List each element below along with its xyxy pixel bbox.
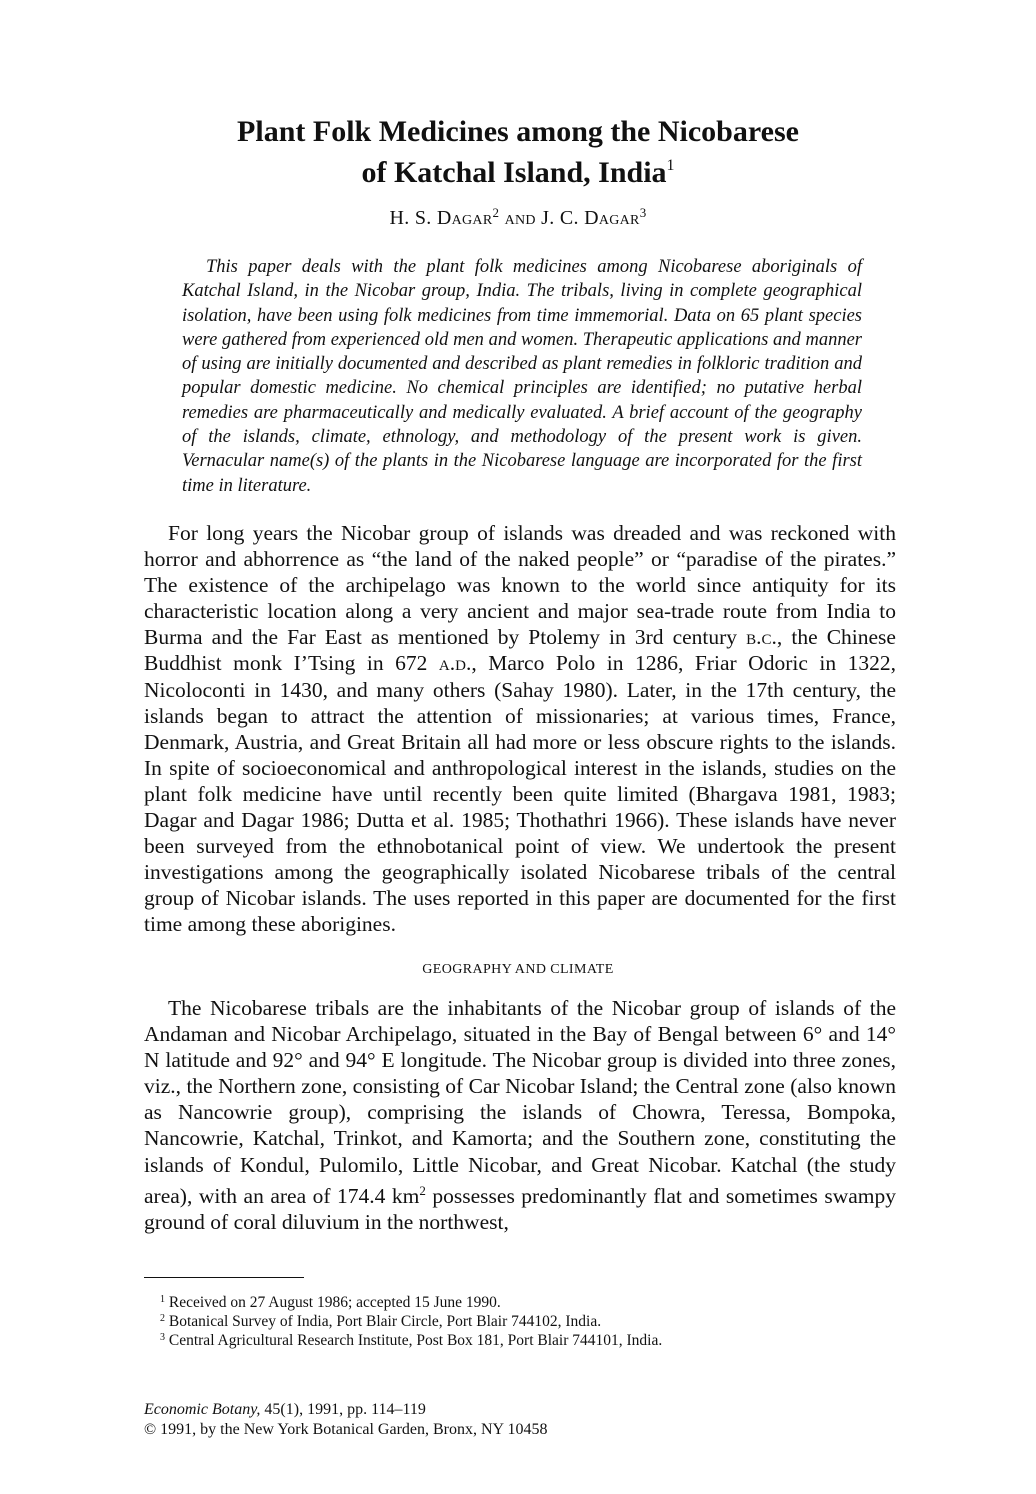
author-2-initials: J. C. [541, 207, 585, 229]
footnote-3-marker: 3 [160, 1332, 165, 1343]
citation-details: 45(1), 1991, pp. 114–119 [260, 1401, 426, 1418]
geo-text-1: The Nicobarese tribals are the inhabitants of the Nicobar group of islands of the Andaman and Nicobar Archipelago, situated in the Bay of Bengal between 6° and 14° N latitude and 92° and 94° E longitude. The Nicobar group is divided into three zones, viz., the Northern zone, consisting of Car Nicobar Island; the Central zone (also known as Nancowrie group), comprising the islands of Chowra, Teressa, Bompoka, Nancowrie, Katchal, Trinkot, and Kamorta; and the Southern zone, constituting the islands of Kondul, Pulomilo, Little Nicobar, and Great Nicobar. Katchal (the study area), with an area of 174.4 km [144, 996, 896, 1208]
copyright-line: © 1991, by the New York Botanical Garden, Bronx, NY 10458 [144, 1421, 548, 1438]
intro-text-1: For long years the Nicobar group of islands was dreaded and was reckoned with horror and abhorrence as “the land of the naked people” or “paradise of the pirates.” The existence of the archipelago was known to the world since antiquity for its characteristic location along a very ancient and major sea-trade route from India to Burma and the Far East as mentioned by Ptolemy in 3rd century [144, 521, 896, 650]
footnote-3-text: Central Agricultural Research Institute, Post Box 181, Port Blair 744101, India. [168, 1332, 663, 1349]
footnote-3 [160, 1328, 662, 1351]
title-text-1: Plant Folk Medicines among the Nicobarese [237, 115, 799, 148]
title-footnote-marker: 1 [666, 157, 675, 174]
footnote-1-text: Received on 27 August 1986; accepted 15 June 1990. [168, 1294, 501, 1311]
intro-paragraph [144, 520, 896, 938]
author-2-surname: Dagar [584, 207, 640, 229]
author-line [0, 200, 1036, 231]
footnote-2-text: Botanical Survey of India, Port Blair Circle, Port Blair 744102, India. [168, 1313, 602, 1330]
journal-name: Economic Botany, [144, 1401, 261, 1418]
era-ad: a.d. [438, 651, 472, 676]
article-title-line-2 [0, 148, 1036, 191]
author-conjunction: and [499, 207, 542, 229]
intro-text-2: , the Chinese Buddhist monk I’Tsing in 672 [144, 625, 896, 676]
section-heading: GEOGRAPHY AND CLIMATE [422, 962, 614, 977]
footnote-2-marker: 2 [160, 1313, 165, 1324]
geo-text-2: possesses predominantly flat and sometimes swampy ground of coral diluvium in the northwest, [144, 1183, 897, 1234]
era-bc: b.c. [746, 625, 777, 650]
author-2-footnote-marker: 3 [639, 205, 647, 220]
superscript-2: 2 [419, 1182, 426, 1198]
intro-text-3: , Marco Polo in 1286, Friar Odoric in 1322, Nicoloconti in 1430, and many others (Sahay 1980). Later, in the 17th century, the islands began to attract the attention of missionaries; at various times, France, Denmark, Austria, and Great Britain all had more or less obscure rights to the islands. In spite of socioeconomical and anthropological interest in the islands, studies on the plant folk medicine have until recently been quite limited (Bhargava 1981, 1983; Dagar and Dagar 1986; Dutta et al. 1985; Thothathri 1966). These islands have never been surveyed from the ethnobotanical point of view. We undertook the present investigations among the geographically isolated Nicobarese tribals of the central group of Nicobar islands. The uses reported in this paper are documented for the first time among these aborigines. [144, 651, 896, 937]
geography-paragraph [144, 995, 896, 1235]
title-text-2: of Katchal Island, India [361, 156, 667, 189]
author-1-footnote-marker: 2 [492, 205, 500, 220]
abstract: This paper deals with the plant folk medicines among Nicobarese aboriginals of Katchal Island, in the Nicobar group, India. The tribals, living in complete geographical isolation, have been using folk medicines from time immemorial. Data on 65 plant species were gathered from experienced old men and women. Therapeutic applications and manner of using are initially documented and described as plant remedies in folkloric tradition and popular domestic medicine. No chemical principles are identified; no putative herbal remedies are pharmaceutically and medically evaluated. A brief account of the geography of the islands, climate, ethnology, and methodology of the present work is given. Vernacular name(s) of the plants in the Nicobarese language are incorporated for the first time in literature. [182, 257, 862, 496]
journal-citation [144, 1400, 426, 1420]
footnote-divider [144, 1277, 304, 1278]
footnote-1-marker: 1 [160, 1294, 165, 1305]
author-1-surname: Dagar [436, 207, 493, 229]
article-title-line-1 [0, 114, 1036, 150]
author-1-initials: H. S. [389, 207, 437, 229]
